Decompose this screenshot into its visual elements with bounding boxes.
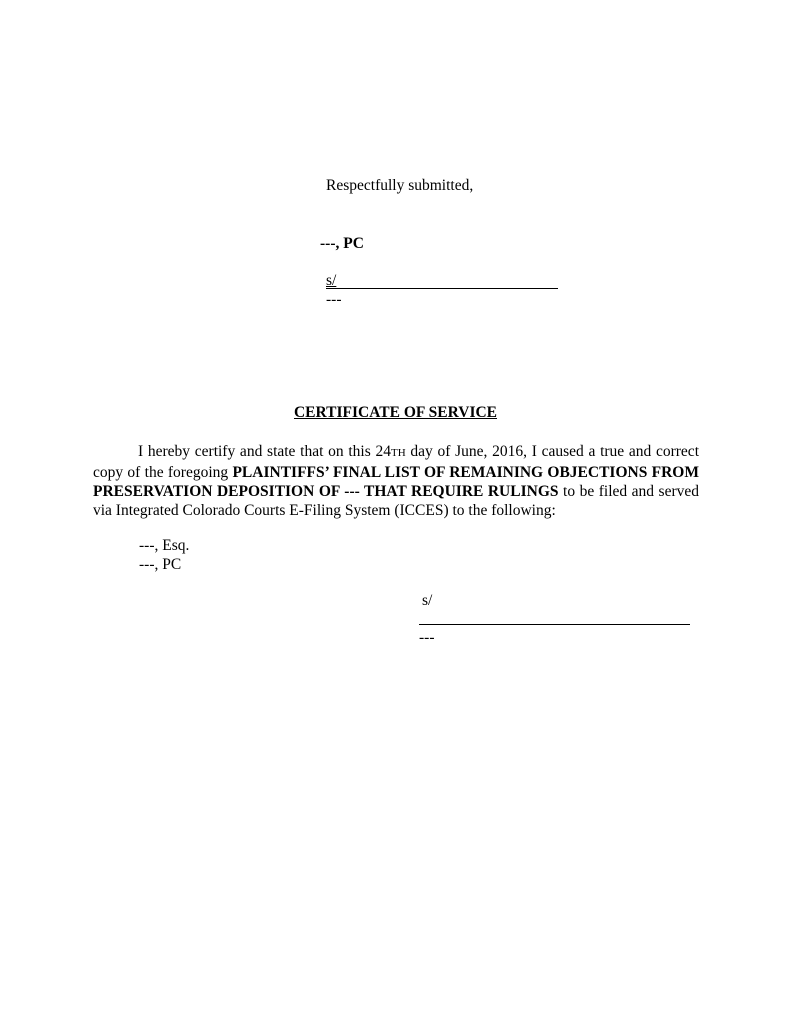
certificate-signature-prefix: s/ (422, 592, 433, 609)
firm-name: ---, PC (320, 235, 364, 252)
certificate-paragraph (93, 442, 699, 520)
signer-name: --- (326, 291, 342, 308)
closing-text: Respectfully submitted, (326, 177, 474, 194)
certificate-text-part3: to be filed and served via Integrated Colorado Courts E-Filing System (ICCES) to the following: (93, 483, 699, 519)
signature-prefix: s/ (326, 272, 337, 289)
document-title: PLAINTIFFS’ FINAL LIST OF REMAINING OBJECTIONS FROM PRESERVATION DEPOSITION OF --- THAT REQUIRE RULINGS (93, 464, 699, 500)
recipient-item: ---, PC (139, 556, 182, 573)
certificate-signer-name: --- (419, 629, 435, 646)
certificate-signature-line (419, 608, 690, 625)
signature-line (326, 271, 558, 289)
recipient-item: ---, Esq. (139, 537, 190, 554)
certificate-title: CERTIFICATE OF SERVICE (293, 404, 498, 421)
certificate-text-part2: day of June, 2016, I caused a true and correct copy of the foregoing (93, 443, 699, 481)
day-suffix: TH (390, 447, 406, 459)
certificate-text-part1: I hereby certify and state that on this 24 (138, 443, 391, 460)
